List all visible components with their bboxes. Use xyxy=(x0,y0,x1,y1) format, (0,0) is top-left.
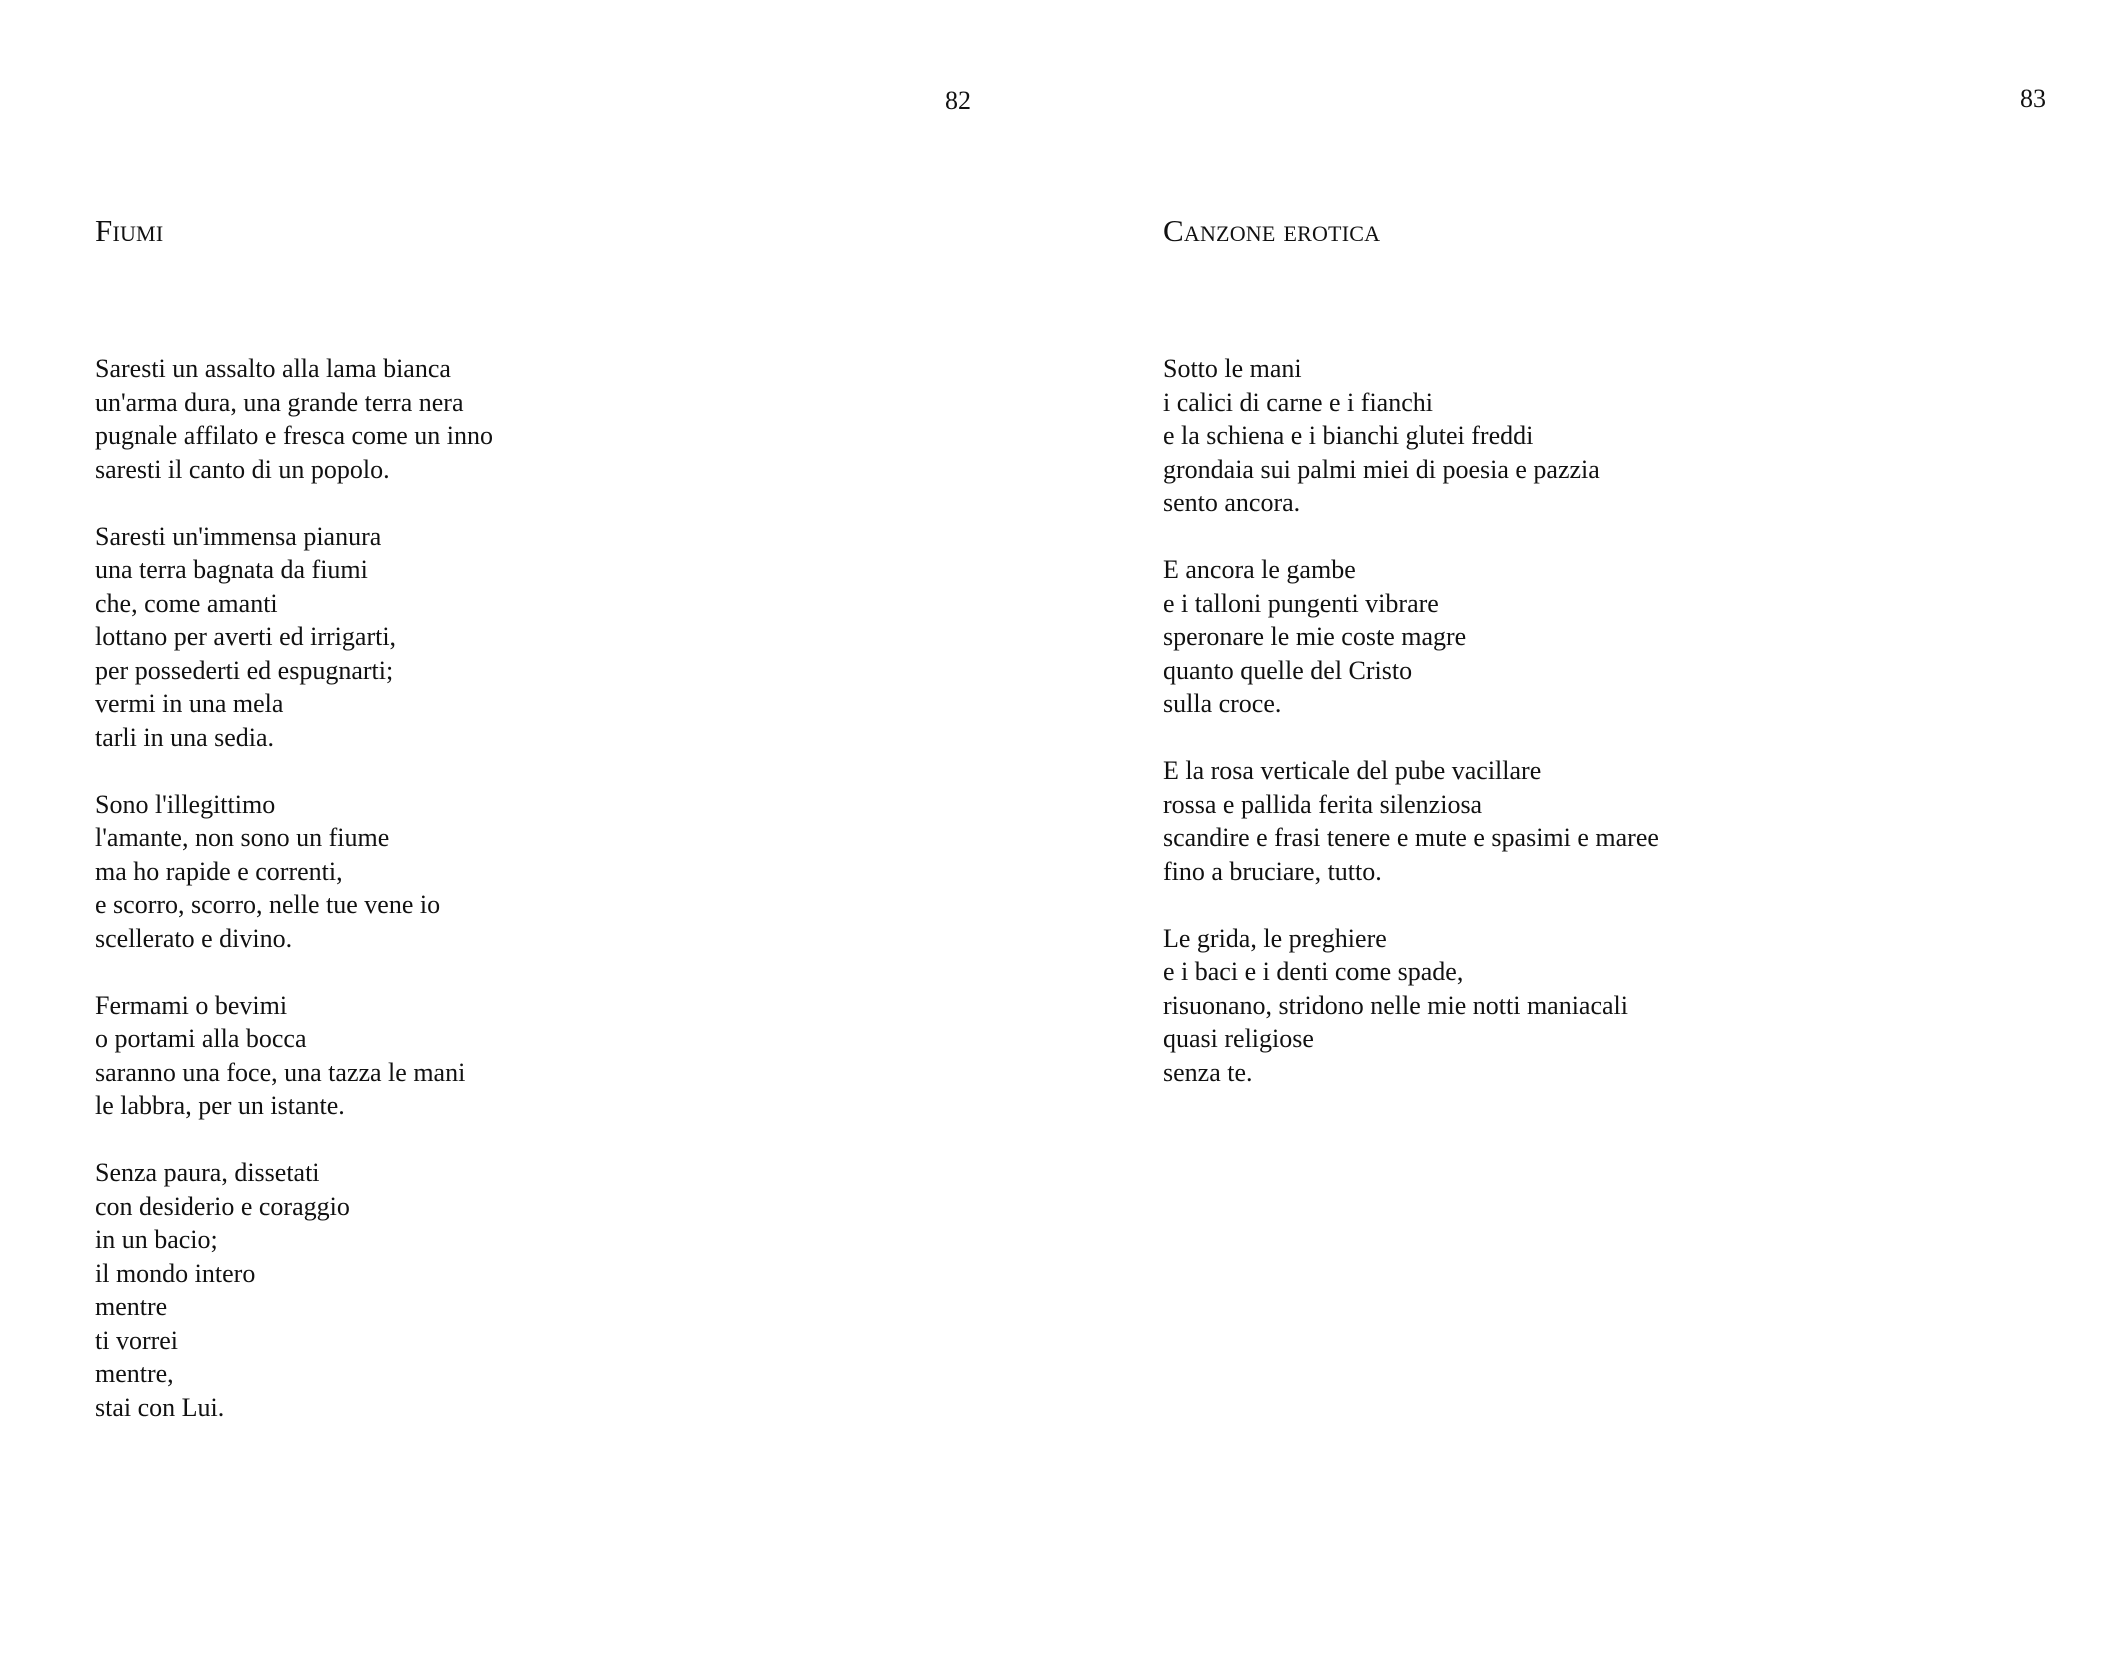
poem-fiumi xyxy=(95,352,493,1458)
poem-line: ma ho rapide e correnti, xyxy=(95,856,343,886)
poem-line: scellerato e divino. xyxy=(95,923,293,953)
poem-line: rossa e pallida ferita silenziosa xyxy=(1163,789,1483,819)
poem-title-canzone-erotica: Canzone erotica xyxy=(1163,213,1381,248)
stanza xyxy=(95,989,493,1123)
poem-line: E ancora le gambe xyxy=(1163,555,1356,584)
poem-title-fiumi: Fiumi xyxy=(95,213,164,248)
poem-line: l'amante, non sono un fiume xyxy=(95,823,390,852)
poem-line: tarli in una sedia. xyxy=(95,722,275,752)
stanza xyxy=(1163,754,1659,888)
poem-line: sulla croce. xyxy=(1163,689,1282,718)
poem-line: senza te. xyxy=(1163,1057,1253,1087)
poem-line: i calici di carne e i fianchi xyxy=(1163,387,1433,417)
poem-line: speronare le mie coste magre xyxy=(1163,622,1467,651)
poem-line: stai con Lui. xyxy=(95,1392,225,1422)
page-number-right: 83 xyxy=(2020,84,2046,113)
poem-line: Saresti un'immensa pianura xyxy=(95,521,382,551)
stanza xyxy=(1163,352,1659,520)
poem-line: risuonano, stridono nelle mie notti maniacali xyxy=(1163,990,1629,1020)
poem-line: lottano per averti ed irrigarti, xyxy=(95,622,397,651)
stanza xyxy=(95,520,493,755)
poem-line: mentre xyxy=(95,1292,168,1321)
poem-line: e i talloni pungenti vibrare xyxy=(1163,588,1439,618)
poem-canzone-erotica xyxy=(1163,352,1659,1123)
stanza xyxy=(95,788,493,956)
poem-line: o portami alla bocca xyxy=(95,1024,307,1053)
poem-line: pugnale affilato e fresca come un inno xyxy=(95,421,494,450)
poem-line: vermi in una mela xyxy=(95,689,284,718)
poem-line: un'arma dura, una grande terra nera xyxy=(95,387,464,417)
poem-line: grondaia sui palmi miei di poesia e pazzia xyxy=(1163,454,1600,484)
poem-line: Senza paura, dissetati xyxy=(95,1158,320,1187)
stanza xyxy=(95,352,493,486)
poem-line: quanto quelle del Cristo xyxy=(1163,655,1413,685)
poem-line: una terra bagnata da fiumi xyxy=(95,555,368,584)
poem-line: E la rosa verticale del pube vacillare xyxy=(1163,756,1542,785)
poem-line: per possederti ed espugnarti; xyxy=(95,655,394,685)
poem-line: e i baci e i denti come spade, xyxy=(1163,957,1464,986)
left-page xyxy=(0,0,1062,1653)
poem-line: Saresti un assalto alla lama bianca xyxy=(95,354,451,383)
poem-line: saranno una foce, una tazza le mani xyxy=(95,1057,466,1087)
poem-line: mentre, xyxy=(95,1359,174,1388)
poem-line: e la schiena e i bianchi glutei freddi xyxy=(1163,421,1534,450)
stanza xyxy=(1163,553,1659,721)
stanza xyxy=(1163,922,1659,1090)
poem-line: e scorro, scorro, nelle tue vene io xyxy=(95,890,441,919)
poem-line: in un bacio; xyxy=(95,1225,218,1254)
page-number-left: 82 xyxy=(945,86,971,115)
poem-line: scandire e frasi tenere e mute e spasimi e maree xyxy=(1163,823,1659,852)
right-page xyxy=(1062,0,2125,1653)
poem-line: saresti il canto di un popolo. xyxy=(95,454,390,484)
stanza xyxy=(95,1156,493,1424)
poem-line: ti vorrei xyxy=(95,1325,179,1355)
poem-line: Sono l'illegittimo xyxy=(95,789,276,819)
poem-line: Sotto le mani xyxy=(1163,354,1302,383)
poem-line: il mondo intero xyxy=(95,1258,256,1288)
poem-line: le labbra, per un istante. xyxy=(95,1091,345,1120)
poem-line: Fermami o bevimi xyxy=(95,990,288,1020)
poem-line: Le grida, le preghiere xyxy=(1163,923,1387,953)
poem-line: fino a bruciare, tutto. xyxy=(1163,856,1382,886)
poem-line: sento ancora. xyxy=(1163,488,1301,517)
poem-line: quasi religiose xyxy=(1163,1024,1314,1053)
poem-line: con desiderio e coraggio xyxy=(95,1191,350,1221)
poem-line: che, come amanti xyxy=(95,588,278,618)
